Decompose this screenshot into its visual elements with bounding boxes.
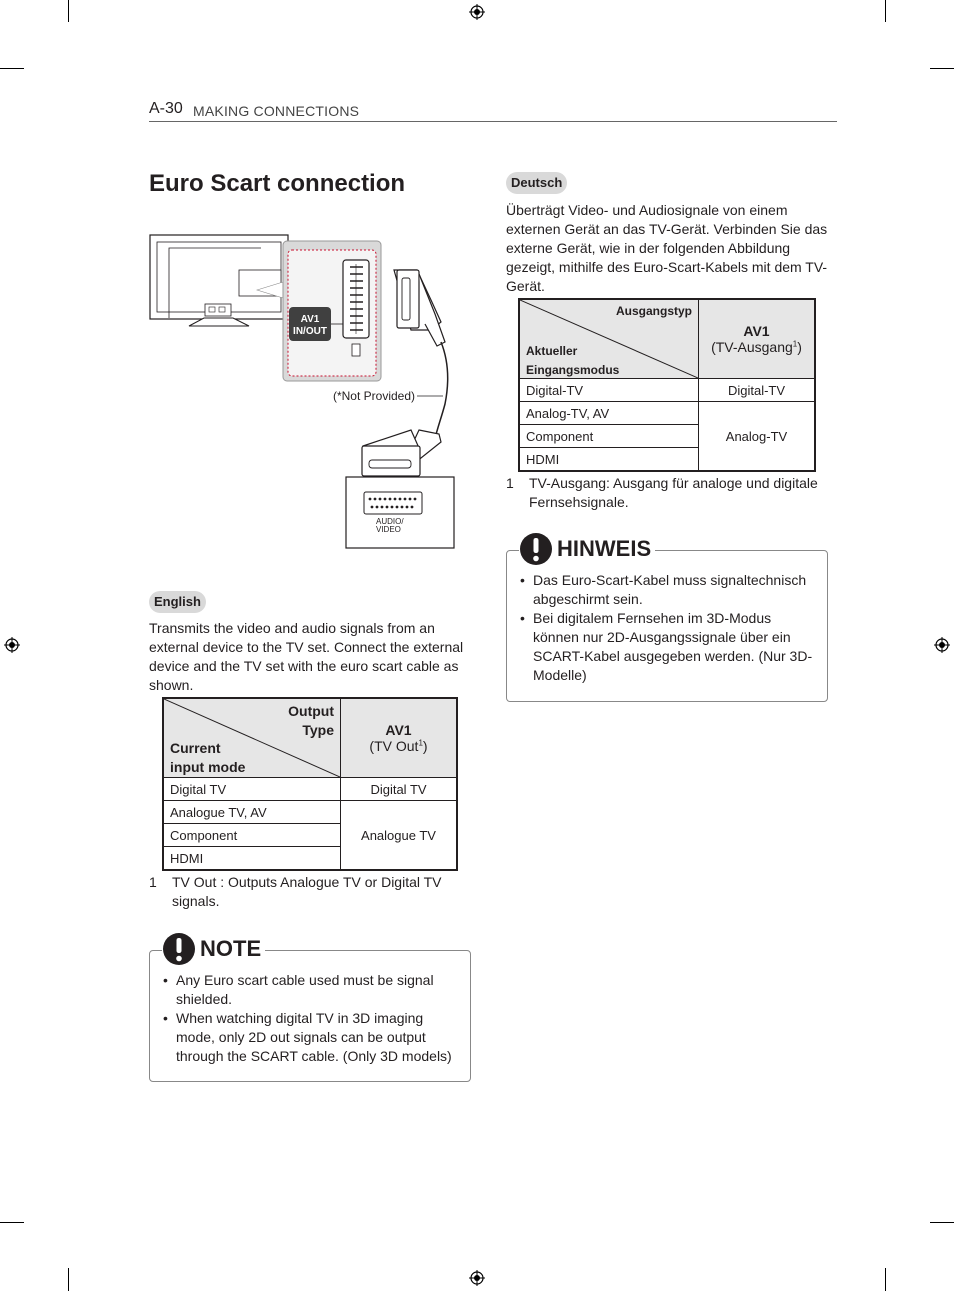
page-title: Euro Scart connection <box>149 170 406 197</box>
note-heading <box>162 932 265 966</box>
table-row-label: Digital TV <box>163 778 341 801</box>
header-current: Current <box>170 740 221 756</box>
crosshair-icon <box>469 1270 485 1286</box>
lang-badge-deutsch: Deutsch <box>506 172 567 194</box>
port-label-av1: AV1 <box>300 314 320 325</box>
column-av1: AV1 <box>743 323 770 339</box>
header-eingangsmodus: Eingangsmodus <box>526 363 620 377</box>
english-footnote-number: 1 <box>149 874 157 890</box>
page-number: A-30 <box>149 100 183 117</box>
hinweis-heading <box>519 532 655 566</box>
header-rule <box>149 121 837 122</box>
crop-mark <box>885 1268 886 1291</box>
deutsch-footnote-number: 1 <box>506 475 514 491</box>
connection-diagram <box>149 234 459 552</box>
note-label: NOTE <box>200 936 262 961</box>
crop-mark <box>930 1222 954 1223</box>
hinweis-label: HINWEIS <box>557 536 652 561</box>
table-row-label: Digital-TV <box>519 379 699 402</box>
note-item: • Das Euro-Scart-Kabel muss signaltechnisch abgeschirmt sein. <box>520 571 818 609</box>
column-av1-sub: (TV-Ausgang$^1$) <box>711 339 802 355</box>
crop-mark <box>68 0 69 22</box>
table-row-label: Analogue TV, AV <box>163 801 341 824</box>
crosshair-icon <box>4 637 20 653</box>
table-row-label: Analog-TV, AV <box>519 402 699 425</box>
column-av1: AV1 <box>385 722 412 738</box>
crosshair-icon <box>934 637 950 653</box>
crop-mark <box>0 1222 24 1223</box>
table-row-label: HDMI <box>163 847 341 871</box>
header-ausgangstyp: Ausgangstyp <box>615 304 692 318</box>
hinweis-box <box>506 536 828 702</box>
table-cell-value: Digital-TV <box>699 379 816 402</box>
column-av1-sub: (TV Out$^1$) <box>369 738 428 754</box>
header-type: Type <box>302 722 334 738</box>
table-cell-value: Analog-TV <box>699 402 816 472</box>
port-label-inout: IN/OUT <box>293 326 327 337</box>
note-list <box>163 971 461 1066</box>
english-footnote: TV Out : Outputs Analogue TV or Digital TV signals. <box>172 874 442 909</box>
table-row-label: Component <box>519 425 699 448</box>
note-item: • Bei digitalem Fernsehen im 3D-Modus können nur 2D-Ausgangssignale über ein SCART-Kabel ausgegeben werden. (Nur 3D-Modelle) <box>520 609 818 685</box>
hinweis-list <box>520 571 818 685</box>
crop-mark <box>0 68 24 69</box>
english-body: Transmits the video and audio signals from an external device to the TV set. Connect the external device and the TV set with the euro scart cable as shown. <box>149 620 464 693</box>
note-box <box>149 936 471 1082</box>
note-item: • When watching digital TV in 3D imaging mode, only 2D out signals can be output through the SCART cable. (Only 3D models) <box>163 1009 461 1066</box>
exclamation-icon <box>519 532 553 566</box>
deutsch-body: Überträgt Video- und Audiosignale von einem externen Gerät an das TV-Gerät. Verbinden Sie das externe Gerät, wie in der folgenden Abbildung gezeigt, mithilfe des Euro-Scart-Kabels mit dem TV-Gerät. <box>506 202 828 294</box>
header-output: Output <box>288 703 334 719</box>
header-input-mode: input mode <box>170 759 246 775</box>
section-title: MAKING CONNECTIONS <box>193 103 360 119</box>
table-cell-value: Digital TV <box>341 778 458 801</box>
deutsch-footnote: TV-Ausgang: Ausgang für analoge und digitale Fernsehsignale. <box>529 475 818 510</box>
table-row-label: Component <box>163 824 341 847</box>
header-aktueller: Aktueller <box>526 344 578 358</box>
table-row-label: HDMI <box>519 448 699 472</box>
crosshair-icon <box>469 4 485 20</box>
not-provided-label: (*Not Provided) <box>332 389 415 403</box>
table-cell-value: Analogue TV <box>341 801 458 871</box>
deutsch-signal-table <box>518 298 816 472</box>
device-label-audio: AUDIO/ <box>376 517 404 526</box>
crop-mark <box>68 1268 69 1291</box>
crop-mark <box>885 0 886 22</box>
crop-mark <box>930 68 954 69</box>
note-item: • Any Euro scart cable used must be signal shielded. <box>163 971 461 1009</box>
device-label-video: VIDEO <box>376 525 401 534</box>
tv-back-illustration <box>150 235 288 326</box>
english-signal-table <box>162 697 458 871</box>
lang-badge-english: English <box>149 591 206 613</box>
exclamation-icon <box>162 932 196 966</box>
